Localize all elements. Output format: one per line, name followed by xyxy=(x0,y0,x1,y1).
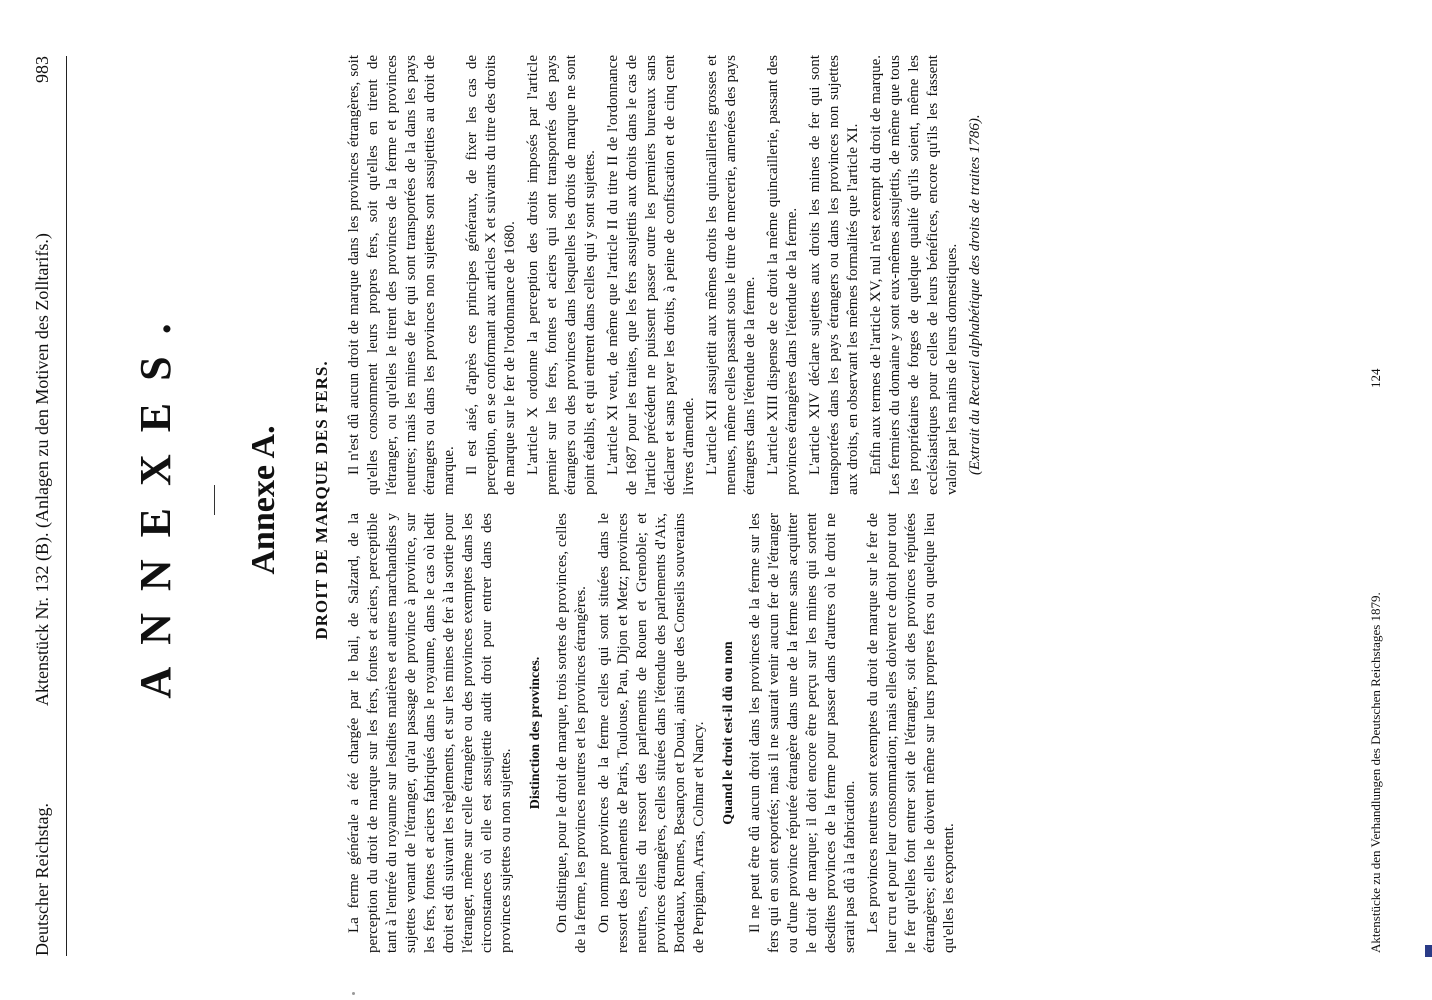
paragraph: La ferme générale a été chargée par le bail, de Salzard, de la perception du droit de marque sur les fers, fontes et aciers, perceptible tant à l'entrée du royaume sur lesdites matières et autres marchandises y sujettes venant de l'étranger, qu'au passage de province à province, sur les fers, fontes et aciers fabriqués dans le royaume, dans le cas où ledit droit est dû suivant les règlements, et sur les mines de fer à la sortie pour l'étranger, même sur celle étrangère ou des provinces exemptes dans les circonstances où elle est assujettie audit droit pour entrer dans des provinces sujettes ou non sujettes. xyxy=(346,513,514,953)
digitization-credit xyxy=(1412,8,1432,998)
source-citation: (Extrait du Recueil alphabétique des droits de traites 1786). xyxy=(967,114,983,475)
header-page-number: 983 xyxy=(32,56,52,83)
section-heading-quand: Quand le droit est-il dû ou non xyxy=(721,641,736,825)
paragraph: L'article XII assujettit aux mêmes droits les quincailleries grosses et menues, même celles passant sous le titre de mercerie, amenées des pays étrangers dans l'étendue de la ferme. xyxy=(704,55,758,495)
paragraph: Enfin aux termes de l'article XV, nul n'est exempt du droit de marque. Les fermiers du domaine y sont eux-mêmes assujettis, de même que tous les propriétaires de forges de quelque qualité qu'ils soient, même les ecclésiastiques pour celles de leurs bénéfices, encore qu'ils les fassent valoir par les mains de leurs domestiques. xyxy=(868,55,960,495)
right-column xyxy=(345,55,989,495)
dfg-badge xyxy=(1425,945,1432,957)
footer-page-mark: 124 xyxy=(1368,368,1383,388)
annex-title: Annexe A. xyxy=(245,425,282,575)
title-divider xyxy=(214,485,215,515)
paragraph: Les provinces neutres sont exemptes du droit de marque sur le fer de leur cru et pour leur consommation; mais elles doivent ce droit pour tout le fer qu'elles font entrer soit de l'étranger, soit des provinces réputées étrangères; elles le doivent même sur leurs propres fers ou quelque lieu qu'elles les exportent. xyxy=(865,513,957,953)
header-center: Aktenstück Nr. 132 (B). (Anlagen zu den Motiven des Zolltarifs.) xyxy=(32,233,52,706)
paragraph: L'article XI veut, de même que l'article II du titre II de l'ordonnance de 1687 pour les traites, que les fers assujettis aux droits dans le cas de l'article précédent ne puissent passer outre les premiers bureaux sans déclarer et sans payer les droits, à peine de confiscation et de cinq cent livres d'amende. xyxy=(605,55,697,495)
paragraph: Il ne peut être dû aucun droit dans les provinces de la ferme sur les fers qui en sont exportés; mais il ne saurait venir aucun fer de l'étranger ou d'une province réputée étrangère dans une de la ferme sans acquitter le droit de marque; il doit encore être perçu sur les mines qui sortent desdites provinces de la ferme pour passer dans d'autres où le droit ne serait pas dû à la fabrication. xyxy=(747,513,858,953)
paragraph: L'article XIV déclare sujettes aux droits les mines de fer qui sont transportées dans les pays étrangers ou dans les provinces non sujettes aux droits, en observant les mêmes formalités que l'article XI. xyxy=(807,55,861,495)
paragraph: L'article XIII dispense de ce droit la même quincaillerie, passant des provinces étrangères dans l'étendue de la ferme. xyxy=(765,55,800,495)
section-heading-distinction: Distinction des provinces. xyxy=(528,656,543,810)
running-header xyxy=(32,56,62,956)
header-rule xyxy=(66,56,67,956)
footer-text: Aktenstücke zu den Verhandlungen des Deutschen Reichstages 1879. xyxy=(1368,592,1383,953)
header-left: Deutscher Reichstag. xyxy=(32,803,52,956)
scan-speck xyxy=(352,992,355,995)
paragraph: Il n'est dû aucun droit de marque dans les provinces étrangères, soit qu'elles consomment leurs propres fers, soit qu'elles en tirent de l'étranger, ou qu'elles le tirent des provinces de la ferme et provinces neutres; mais les mines de fer qui sont transportées de la dans les pays étrangers ou dans les provinces non sujettes sont assujetties au droit de marque. xyxy=(346,55,457,495)
paragraph: On nomme provinces de la ferme celles qui sont situées dans le ressort des parlements de Paris, Toulouse, Pau, Dijon et Metz; provinces neutres, celles du ressort des parlements de Rouen et Grenoble; et provinces étrangères, celles situées dans l'étendue des parlements d'Aix, Bordeaux, Rennes, Besançon et Douai, ainsi que des Conseils souverains de Perpignan, Arras, Colmar et Nancy. xyxy=(596,513,707,953)
annex-subtitle: DROIT DE MARQUE DES FERS. xyxy=(312,360,331,640)
paragraph: L'article X ordonne la perception des droits imposés par l'article premier sur les fers, fontes et aciers qui sont transportés des pays étrangers ou des provinces dans lesquelles les droits de marque ne sont point établis, et qui entrent dans celles qui y sont sujettes. xyxy=(525,55,598,495)
left-column xyxy=(345,513,963,953)
page-title: ANNEXES. xyxy=(131,301,180,699)
paragraph: Il est aisé, d'après ces principes généraux, de fixer les cas de perception, en se conformant aux articles X et suivants du titre des droits de marque sur le fer de l'ordonnance de 1680. xyxy=(464,55,518,495)
paragraph: On distingue, pour le droit de marque, trois sortes de provinces, celles de la ferme, les provinces neutres et les provinces étrangères. xyxy=(554,513,589,953)
